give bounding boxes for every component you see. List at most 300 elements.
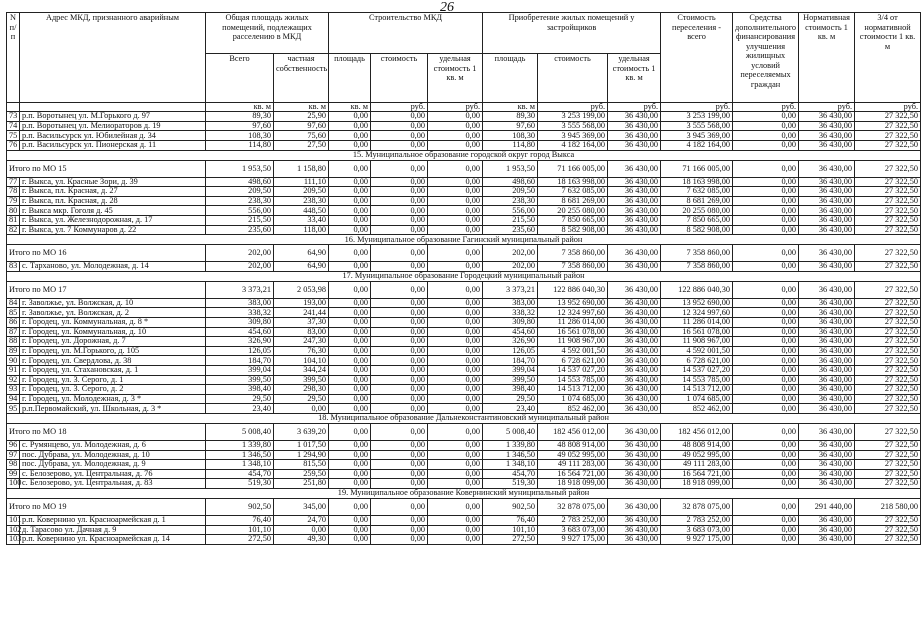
row-value: 0,00 bbox=[371, 196, 428, 206]
subtotal-row bbox=[7, 498, 921, 515]
row-value: 0,00 bbox=[428, 216, 483, 226]
section-title: 16. Муниципальное образование Гагинский муниципальный район bbox=[7, 235, 921, 245]
row-value: 0,00 bbox=[428, 365, 483, 375]
row-value: 0,00 bbox=[329, 225, 371, 235]
row-value: 36 430,00 bbox=[799, 469, 855, 479]
row-value: 36 430,00 bbox=[799, 225, 855, 235]
row-value: 209,50 bbox=[483, 187, 538, 197]
header-acq-cost: стоимость bbox=[538, 54, 608, 103]
row-value: 0,00 bbox=[733, 450, 799, 460]
row-value: 16 564 721,00 bbox=[661, 469, 733, 479]
row-value: 215,50 bbox=[206, 216, 274, 226]
row-value: 0,00 bbox=[371, 177, 428, 187]
row-value: 11 908 967,00 bbox=[538, 337, 608, 347]
row-value: 0,00 bbox=[329, 308, 371, 318]
row-value: 4 592 001,50 bbox=[538, 346, 608, 356]
row-address: г. Выкса, пл. Красная, д. 27 bbox=[20, 187, 206, 197]
row-value: 36 430,00 bbox=[608, 460, 661, 470]
row-value: 36 430,00 bbox=[799, 206, 855, 216]
row-value: 0,00 bbox=[371, 337, 428, 347]
row-value: 0,00 bbox=[733, 515, 799, 525]
row-value: 0,00 bbox=[371, 298, 428, 308]
subtotal-cell: 291 440,00 bbox=[799, 498, 855, 515]
row-value: 36 430,00 bbox=[799, 515, 855, 525]
row-value: 27 322,50 bbox=[855, 187, 921, 197]
subtotal-cell: 0,00 bbox=[371, 160, 428, 177]
row-value: 36 430,00 bbox=[608, 346, 661, 356]
row-value: 97,60 bbox=[206, 121, 274, 131]
row-value: 0,00 bbox=[329, 298, 371, 308]
row-number: 76 bbox=[7, 141, 20, 151]
subtotal-cell: 1 953,50 bbox=[483, 160, 538, 177]
row-address: г. Городец, ул. Свердлова, д. 38 bbox=[20, 356, 206, 366]
row-value: 0,00 bbox=[428, 460, 483, 470]
row-value: 1 017,50 bbox=[274, 440, 329, 450]
row-number: 93 bbox=[7, 385, 20, 395]
row-address: г. Заволжье, ул. Волжская, д. 2 bbox=[20, 308, 206, 318]
subtotal-cell: 27 322,50 bbox=[855, 160, 921, 177]
row-value: 0,00 bbox=[733, 196, 799, 206]
row-address: г. Выкса, пл. Красная, д. 28 bbox=[20, 196, 206, 206]
row-value: 36 430,00 bbox=[608, 262, 661, 272]
row-value: 0,00 bbox=[428, 225, 483, 235]
table-row bbox=[7, 440, 921, 450]
table-row bbox=[7, 187, 921, 197]
table-row bbox=[7, 515, 921, 525]
row-value: 36 430,00 bbox=[799, 535, 855, 545]
row-value: 36 430,00 bbox=[799, 394, 855, 404]
section-title: 17. Муниципальное образование Городецкий муниципальный район bbox=[7, 271, 921, 281]
row-value: 4 592 001,50 bbox=[661, 346, 733, 356]
row-number: 75 bbox=[7, 131, 20, 141]
row-value: 12 324 997,60 bbox=[538, 308, 608, 318]
subtotal-row bbox=[7, 423, 921, 440]
subtotal-label: Итого по МО 15 bbox=[7, 160, 206, 177]
row-value: 14 513 712,00 bbox=[661, 385, 733, 395]
row-value: 27 322,50 bbox=[855, 535, 921, 545]
row-value: 36 430,00 bbox=[799, 346, 855, 356]
row-number: 101 bbox=[7, 515, 20, 525]
row-value: 1 294,90 bbox=[274, 450, 329, 460]
row-value: 338,32 bbox=[483, 308, 538, 318]
row-value: 193,00 bbox=[274, 298, 329, 308]
row-value: 241,44 bbox=[274, 308, 329, 318]
row-value: 0,00 bbox=[329, 187, 371, 197]
unit-cell: кв. м bbox=[274, 103, 329, 112]
row-value: 36 430,00 bbox=[799, 141, 855, 151]
row-value: 209,50 bbox=[274, 187, 329, 197]
row-value: 27 322,50 bbox=[855, 450, 921, 460]
section-title: 15. Муниципальное образование городской округ город Выкса bbox=[7, 150, 921, 160]
row-value: 3 945 369,00 bbox=[661, 131, 733, 141]
subtotal-cell: 0,00 bbox=[329, 423, 371, 440]
row-value: 344,24 bbox=[274, 365, 329, 375]
row-value: 0,00 bbox=[329, 469, 371, 479]
table-row bbox=[7, 327, 921, 337]
table-row bbox=[7, 450, 921, 460]
row-value: 0,00 bbox=[428, 327, 483, 337]
row-value: 398,40 bbox=[483, 385, 538, 395]
row-value: 309,80 bbox=[483, 318, 538, 328]
row-value: 0,00 bbox=[428, 112, 483, 122]
row-value: 36 430,00 bbox=[799, 308, 855, 318]
row-value: 3 555 568,00 bbox=[661, 121, 733, 131]
table-row bbox=[7, 298, 921, 308]
row-number: 84 bbox=[7, 298, 20, 308]
row-value: 0,00 bbox=[329, 535, 371, 545]
unit-cell: руб. bbox=[428, 103, 483, 112]
row-number: 90 bbox=[7, 356, 20, 366]
row-value: 33,40 bbox=[274, 216, 329, 226]
row-value: 454,70 bbox=[483, 469, 538, 479]
row-address: р.п. Ковернино ул. Красноармейская д. 1 bbox=[20, 515, 206, 525]
row-value: 64,90 bbox=[274, 262, 329, 272]
row-value: 7 358 860,00 bbox=[538, 262, 608, 272]
row-value: 27 322,50 bbox=[855, 356, 921, 366]
row-value: 0,00 bbox=[733, 112, 799, 122]
subtotal-cell: 7 358 860,00 bbox=[661, 245, 733, 262]
row-value: 27 322,50 bbox=[855, 308, 921, 318]
row-value: 27 322,50 bbox=[855, 196, 921, 206]
row-value: 18 918 099,00 bbox=[661, 479, 733, 489]
row-value: 27 322,50 bbox=[855, 121, 921, 131]
row-value: 338,32 bbox=[206, 308, 274, 318]
row-value: 16 561 078,00 bbox=[538, 327, 608, 337]
subtotal-cell: 2 053,98 bbox=[274, 281, 329, 298]
subtotal-cell: 32 878 075,00 bbox=[661, 498, 733, 515]
row-value: 0,00 bbox=[428, 479, 483, 489]
row-value: 20 255 080,00 bbox=[538, 206, 608, 216]
row-value: 16 564 721,00 bbox=[538, 469, 608, 479]
row-value: 7 358 860,00 bbox=[661, 262, 733, 272]
row-value: 83,00 bbox=[274, 327, 329, 337]
subtotal-cell: 0,00 bbox=[733, 498, 799, 515]
table-row bbox=[7, 535, 921, 545]
row-value: 0,00 bbox=[371, 385, 428, 395]
row-value: 0,00 bbox=[428, 450, 483, 460]
row-value: 0,00 bbox=[733, 375, 799, 385]
row-value: 0,00 bbox=[329, 112, 371, 122]
row-value: 448,50 bbox=[274, 206, 329, 216]
section-header-row bbox=[7, 150, 921, 160]
row-value: 48 808 914,00 bbox=[661, 440, 733, 450]
row-value: 76,40 bbox=[483, 515, 538, 525]
row-value: 126,05 bbox=[206, 346, 274, 356]
row-value: 27 322,50 bbox=[855, 515, 921, 525]
unit-cell: руб. bbox=[371, 103, 428, 112]
row-value: 0,00 bbox=[428, 141, 483, 151]
unit-cell: руб. bbox=[661, 103, 733, 112]
table-row bbox=[7, 346, 921, 356]
row-value: 27 322,50 bbox=[855, 479, 921, 489]
row-value: 36 430,00 bbox=[608, 375, 661, 385]
row-value: 23,40 bbox=[483, 404, 538, 414]
row-value: 556,00 bbox=[483, 206, 538, 216]
subtotal-cell: 27 322,50 bbox=[855, 281, 921, 298]
subtotal-cell: 902,50 bbox=[206, 498, 274, 515]
row-value: 29,50 bbox=[206, 394, 274, 404]
row-value: 6 728 621,00 bbox=[661, 356, 733, 366]
row-value: 36 430,00 bbox=[608, 356, 661, 366]
row-value: 815,50 bbox=[274, 460, 329, 470]
row-value: 20 255 080,00 bbox=[661, 206, 733, 216]
row-value: 76,40 bbox=[206, 515, 274, 525]
table-row bbox=[7, 385, 921, 395]
unit-cell: руб. bbox=[608, 103, 661, 112]
row-value: 235,60 bbox=[206, 225, 274, 235]
table-row bbox=[7, 262, 921, 272]
subtotal-cell: 36 430,00 bbox=[799, 245, 855, 262]
row-value: 97,60 bbox=[274, 121, 329, 131]
row-value: 14 537 027,20 bbox=[661, 365, 733, 375]
row-value: 0,00 bbox=[428, 337, 483, 347]
row-value: 36 430,00 bbox=[799, 327, 855, 337]
row-value: 0,00 bbox=[428, 131, 483, 141]
row-address: г. Городец, ул. З. Серого, д. 2 bbox=[20, 385, 206, 395]
row-value: 0,00 bbox=[733, 346, 799, 356]
subtotal-cell: 3 639,20 bbox=[274, 423, 329, 440]
row-value: 104,10 bbox=[274, 356, 329, 366]
row-value: 1 348,10 bbox=[206, 460, 274, 470]
row-address: г. Городец, ул. Дорожная, д. 7 bbox=[20, 337, 206, 347]
subtotal-cell: 0,00 bbox=[428, 423, 483, 440]
row-number: 103 bbox=[7, 535, 20, 545]
row-value: 8 681 269,00 bbox=[538, 196, 608, 206]
subtotal-cell: 345,00 bbox=[274, 498, 329, 515]
row-number: 99 bbox=[7, 469, 20, 479]
row-value: 23,40 bbox=[206, 404, 274, 414]
section-header-row bbox=[7, 235, 921, 245]
row-value: 1 339,80 bbox=[206, 440, 274, 450]
row-value: 0,00 bbox=[733, 535, 799, 545]
table-row bbox=[7, 365, 921, 375]
subtotal-cell: 71 166 005,00 bbox=[538, 160, 608, 177]
row-value: 24,70 bbox=[274, 515, 329, 525]
subtotal-cell: 0,00 bbox=[329, 498, 371, 515]
row-value: 0,00 bbox=[329, 385, 371, 395]
row-value: 852 462,00 bbox=[538, 404, 608, 414]
row-value: 0,00 bbox=[428, 404, 483, 414]
row-value: 0,00 bbox=[428, 440, 483, 450]
row-value: 0,00 bbox=[274, 404, 329, 414]
row-value: 0,00 bbox=[733, 394, 799, 404]
row-value: 27 322,50 bbox=[855, 365, 921, 375]
row-value: 36 430,00 bbox=[608, 121, 661, 131]
row-address: г. Городец, ул. Стахановская, д. 1 bbox=[20, 365, 206, 375]
subtotal-cell: 27 322,50 bbox=[855, 245, 921, 262]
row-value: 4 182 164,00 bbox=[661, 141, 733, 151]
row-value: 7 850 665,00 bbox=[661, 216, 733, 226]
row-value: 1 348,10 bbox=[483, 460, 538, 470]
header-construction: Строительство МКД bbox=[329, 13, 483, 54]
row-value: 251,80 bbox=[274, 479, 329, 489]
table-row bbox=[7, 375, 921, 385]
row-value: 27 322,50 bbox=[855, 469, 921, 479]
subtotal-cell: 36 430,00 bbox=[608, 245, 661, 262]
row-value: 36 430,00 bbox=[799, 121, 855, 131]
row-value: 0,00 bbox=[329, 375, 371, 385]
row-value: 36 430,00 bbox=[799, 479, 855, 489]
header-norm-cost: Нормативная стоимость 1 кв. м bbox=[799, 13, 855, 103]
table-row bbox=[7, 141, 921, 151]
subtotal-cell: 0,00 bbox=[428, 160, 483, 177]
row-value: 36 430,00 bbox=[799, 365, 855, 375]
header-extra-funds: Средства дополнительного финансирования улучшения жилищных условий переселяемых граждан bbox=[733, 13, 799, 103]
row-value: 202,00 bbox=[483, 262, 538, 272]
row-value: 0,00 bbox=[329, 525, 371, 535]
header-private: частная собственность bbox=[274, 54, 329, 103]
subtotal-cell: 0,00 bbox=[428, 498, 483, 515]
row-value: 0,00 bbox=[733, 225, 799, 235]
row-value: 36 430,00 bbox=[608, 404, 661, 414]
row-value: 0,00 bbox=[329, 327, 371, 337]
row-address: р.п. Воротынец ул. М.Горького д. 97 bbox=[20, 112, 206, 122]
row-value: 29,50 bbox=[483, 394, 538, 404]
row-value: 27 322,50 bbox=[855, 394, 921, 404]
page-number: 26 bbox=[440, 0, 454, 15]
row-value: 0,00 bbox=[428, 121, 483, 131]
row-value: 16 561 078,00 bbox=[661, 327, 733, 337]
row-number: 98 bbox=[7, 460, 20, 470]
row-value: 27 322,50 bbox=[855, 460, 921, 470]
row-value: 0,00 bbox=[329, 318, 371, 328]
row-value: 0,00 bbox=[428, 206, 483, 216]
row-value: 238,30 bbox=[274, 196, 329, 206]
row-number: 89 bbox=[7, 346, 20, 356]
row-value: 0,00 bbox=[733, 479, 799, 489]
row-value: 0,00 bbox=[371, 346, 428, 356]
row-value: 126,05 bbox=[483, 346, 538, 356]
row-value: 0,00 bbox=[428, 308, 483, 318]
row-value: 0,00 bbox=[329, 515, 371, 525]
row-value: 0,00 bbox=[274, 525, 329, 535]
row-value: 108,30 bbox=[206, 131, 274, 141]
row-number: 92 bbox=[7, 375, 20, 385]
row-value: 27 322,50 bbox=[855, 298, 921, 308]
row-value: 0,00 bbox=[371, 394, 428, 404]
row-value: 0,00 bbox=[428, 469, 483, 479]
row-address: р.п. Ковернино ул. Красноармейская д. 14 bbox=[20, 535, 206, 545]
row-value: 7 850 665,00 bbox=[538, 216, 608, 226]
row-address: г. Выкса, ул. Железнодорожная, д. 17 bbox=[20, 216, 206, 226]
row-value: 27 322,50 bbox=[855, 262, 921, 272]
row-address: с. Румянцево, ул. Молодежная, д. 6 bbox=[20, 440, 206, 450]
row-value: 0,00 bbox=[371, 365, 428, 375]
row-value: 36 430,00 bbox=[608, 177, 661, 187]
row-number: 74 bbox=[7, 121, 20, 131]
row-address: с. Белозерово, ул. Центральная, д. 83 bbox=[20, 479, 206, 489]
subtotal-cell: 182 456 012,00 bbox=[661, 423, 733, 440]
table-row bbox=[7, 394, 921, 404]
row-value: 36 430,00 bbox=[799, 196, 855, 206]
subtotal-cell: 122 886 040,30 bbox=[538, 281, 608, 298]
row-value: 0,00 bbox=[329, 196, 371, 206]
row-address: р.п. Воротынец ул. Мелиораторов д. 19 bbox=[20, 121, 206, 131]
row-value: 89,30 bbox=[206, 112, 274, 122]
row-value: 36 430,00 bbox=[608, 469, 661, 479]
row-value: 0,00 bbox=[733, 460, 799, 470]
header-acq-unit-cost: удельная стоимость 1 кв. м bbox=[608, 54, 661, 103]
row-number: 80 bbox=[7, 206, 20, 216]
section-header-row bbox=[7, 488, 921, 498]
row-value: 0,00 bbox=[733, 177, 799, 187]
row-value: 108,30 bbox=[483, 131, 538, 141]
subtotal-cell: 0,00 bbox=[329, 160, 371, 177]
row-value: 13 952 690,00 bbox=[538, 298, 608, 308]
table-row bbox=[7, 460, 921, 470]
row-value: 184,70 bbox=[206, 356, 274, 366]
row-address: г. Выкса мкр. Гоголя д. 45 bbox=[20, 206, 206, 216]
row-value: 383,00 bbox=[483, 298, 538, 308]
row-value: 29,50 bbox=[274, 394, 329, 404]
row-value: 184,70 bbox=[483, 356, 538, 366]
row-value: 14 553 785,00 bbox=[661, 375, 733, 385]
row-value: 0,00 bbox=[329, 337, 371, 347]
row-value: 0,00 bbox=[428, 535, 483, 545]
row-value: 0,00 bbox=[733, 327, 799, 337]
table-row bbox=[7, 337, 921, 347]
row-value: 0,00 bbox=[428, 262, 483, 272]
row-value: 0,00 bbox=[371, 327, 428, 337]
row-number: 82 bbox=[7, 225, 20, 235]
row-value: 0,00 bbox=[428, 515, 483, 525]
row-value: 0,00 bbox=[371, 515, 428, 525]
row-value: 3 945 369,00 bbox=[538, 131, 608, 141]
row-address: с. Белозерово, ул. Центральная, д. 76 bbox=[20, 469, 206, 479]
row-value: 298,30 bbox=[274, 385, 329, 395]
row-value: 0,00 bbox=[428, 525, 483, 535]
row-value: 114,80 bbox=[483, 141, 538, 151]
unit-cell: кв. м bbox=[329, 103, 371, 112]
row-value: 4 182 164,00 bbox=[538, 141, 608, 151]
row-value: 36 430,00 bbox=[799, 404, 855, 414]
subtotal-cell: 7 358 860,00 bbox=[538, 245, 608, 262]
table-row bbox=[7, 131, 921, 141]
table-row bbox=[7, 479, 921, 489]
row-value: 36 430,00 bbox=[799, 460, 855, 470]
row-value: 399,50 bbox=[483, 375, 538, 385]
row-value: 454,70 bbox=[206, 469, 274, 479]
row-address: р.п. Васильсурск ул. Юбилейная д. 34 bbox=[20, 131, 206, 141]
row-value: 0,00 bbox=[371, 131, 428, 141]
table-row bbox=[7, 469, 921, 479]
row-value: 0,00 bbox=[371, 206, 428, 216]
row-value: 36 430,00 bbox=[608, 308, 661, 318]
row-value: 235,60 bbox=[483, 225, 538, 235]
row-value: 0,00 bbox=[428, 196, 483, 206]
row-value: 0,00 bbox=[733, 298, 799, 308]
header-cost: Стоимость переселения - всего bbox=[661, 13, 733, 103]
row-value: 247,30 bbox=[274, 337, 329, 347]
row-value: 0,00 bbox=[733, 187, 799, 197]
row-value: 0,00 bbox=[371, 262, 428, 272]
row-value: 36 430,00 bbox=[608, 206, 661, 216]
row-value: 0,00 bbox=[371, 112, 428, 122]
row-value: 36 430,00 bbox=[608, 327, 661, 337]
row-value: 0,00 bbox=[371, 450, 428, 460]
row-value: 0,00 bbox=[371, 460, 428, 470]
row-value: 8 681 269,00 bbox=[661, 196, 733, 206]
row-value: 0,00 bbox=[733, 440, 799, 450]
row-value: 0,00 bbox=[428, 187, 483, 197]
row-value: 0,00 bbox=[733, 525, 799, 535]
row-value: 0,00 bbox=[329, 450, 371, 460]
row-value: 399,04 bbox=[483, 365, 538, 375]
row-value: 0,00 bbox=[733, 385, 799, 395]
row-value: 14 513 712,00 bbox=[538, 385, 608, 395]
row-value: 0,00 bbox=[733, 469, 799, 479]
row-value: 852 462,00 bbox=[661, 404, 733, 414]
